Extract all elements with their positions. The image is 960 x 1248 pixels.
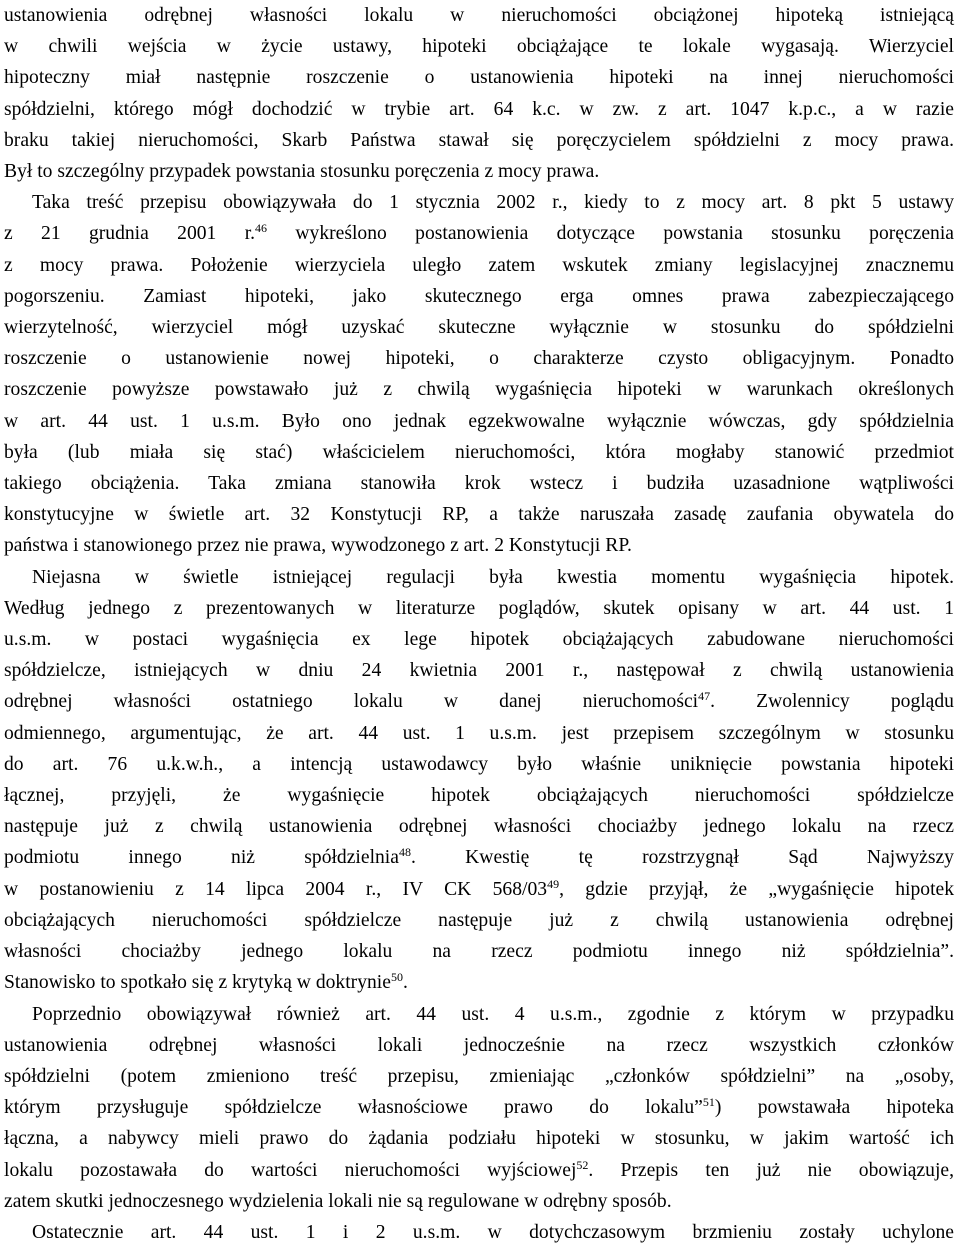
text-line: u.s.m. w postaci wygaśnięcia ex lege hipotek obciążających zabudowane nieruchomości	[4, 629, 954, 651]
text-line: łączna, a nabywcy mieli prawo do żądania podziału hipoteki w stosunku, w jakim wartość ich	[4, 1128, 954, 1150]
text-line: Niejasna w świetle istniejącej regulacji była kwestia momentu wygaśnięcia hipotek.	[32, 566, 954, 588]
text-line: Według jednego z prezentowanych w literaturze poglądów, skutek opisany w art. 44 ust. 1	[4, 597, 954, 619]
document-page	[4, 0, 954, 1248]
footnote-reference[interactable]: 50	[390, 970, 403, 985]
text-line: własności chociażby jednego lokalu na rzecz podmiotu innego niż spółdzielnia”.	[4, 941, 954, 963]
text-line: Poprzednio obowiązywał również art. 44 ust. 4 u.s.m., zgodnie z którym w przypadku	[32, 1003, 954, 1025]
text-line: hipoteczny miał następnie roszczenie o ustanowienia hipoteki na innej nieruchomości	[4, 67, 954, 89]
text-line: roszczenie powyższe powstawało już z chwilą wygaśnięcia hipoteki w warunkach określonych	[4, 379, 954, 401]
text-line: podmiotu innego niż spółdzielnia$^{48}$. Kwestię tę rozstrzygnął Sąd Najwyższy	[4, 845, 954, 869]
text-line: ustanowienia odrębnej własności lokali jednocześnie na rzecz wszystkich członków	[4, 1034, 954, 1056]
footnote-reference[interactable]: 47	[698, 689, 711, 704]
text-line: zatem skutki jednoczesnego wydzielenia lokali nie są regulowane w odrębny sposób.	[4, 1190, 672, 1212]
footnote-reference[interactable]: 52	[576, 1157, 589, 1172]
footnote-reference[interactable]: 49	[547, 876, 560, 891]
footnote-reference[interactable]: 51	[702, 1095, 715, 1110]
text-line: następuje już z chwilą ustanowienia odrębnej własności chociażby jednego lokalu na rzecz	[4, 816, 954, 838]
text-line: pogorszeniu. Zamiast hipoteki, jako skutecznego erga omnes prawa zabezpieczającego	[4, 285, 954, 307]
text-line: Był to szczególny przypadek powstania stosunku poręczenia z mocy prawa.	[4, 161, 600, 183]
text-line: była (lub miała się stać) właścicielem nieruchomości, która mogłaby stanowić przedmiot	[4, 441, 954, 463]
footnote-reference[interactable]: 46	[255, 221, 268, 236]
text-line: roszczenie o ustanowienie nowej hipoteki, o charakterze czysto obligacyjnym. Ponadto	[4, 348, 954, 370]
text-line: którym przysługuje spółdzielcze własnościowe prawo do lokalu”$^{51}$) powstawała hipoteka	[4, 1095, 954, 1119]
text-line: braku takiej nieruchomości, Skarb Państwa stawał się poręczycielem spółdzielni z mocy prawa.	[4, 129, 954, 151]
text-line: państwa i stanowionego przez nie prawa, wywodzonego z art. 2 Konstytucji RP.	[4, 535, 632, 557]
text-line: wierzytelność, wierzyciel mógł uzyskać skuteczne wyłącznie w stosunku do spółdzielni	[4, 317, 954, 339]
footnote-reference[interactable]: 48	[398, 845, 411, 860]
text-line: łącznej, przyjęli, że wygaśnięcie hipotek obciążających nieruchomości spółdzielcze	[4, 785, 954, 807]
text-line: spółdzielni, którego mógł dochodzić w trybie art. 64 k.c. w zw. z art. 1047 k.p.c., a w razie	[4, 98, 954, 120]
text-line: w art. 44 ust. 1 u.s.m. Było ono jednak egzekwowalne wyłącznie wówczas, gdy spółdzielnia	[4, 410, 954, 432]
text-line: konstytucyjne w świetle art. 32 Konstytucji RP, a także naruszała zasadę zaufania obywatela do	[4, 504, 954, 526]
text-line: odmiennego, argumentując, że art. 44 ust. 1 u.s.m. jest przepisem szczególnym w stosunku	[4, 722, 954, 744]
text-line: w postanowieniu z 14 lipca 2004 r., IV CK $568/03^{49}$, gdzie przyjął, że „wygaśnięcie hipotek	[4, 876, 955, 900]
text-line: Taka treść przepisu obowiązywała do 1 stycznia 2002 r., kiedy to z mocy art. 8 pkt 5 ustawy	[32, 192, 954, 214]
text-line: obciążających nieruchomości spółdzielcze następuje już z chwilą ustanowienia odrębnej	[4, 909, 954, 931]
text-line: w chwili wejścia w życie ustawy, hipoteki obciążające te lokale wygasają. Wierzyciel	[4, 36, 954, 58]
text-line: ustanowienia odrębnej własności lokalu w nieruchomości obciążonej hipoteką istniejącą	[4, 5, 954, 26]
paragraph	[4, 1217, 954, 1248]
text-line: spółdzielni (potem zmieniono treść przepisu, zmieniając „członków spółdzielni” na „osoby,	[4, 1065, 954, 1087]
paragraph	[4, 999, 954, 1217]
text-line: Ostatecznie art. 44 ust. 1 i 2 u.s.m. w dotychczasowym brzmieniu zostały uchylone	[32, 1221, 954, 1243]
text-line: lokalu pozostawała do wartości nieruchomości wyjściowej$^{52}$. Przepis ten już nie obowiązuje,	[4, 1157, 954, 1181]
text-line: z 21 grudnia 2001 r.$^{46}$ wykreślono postanowienia dotyczące powstania stosunku poręczenia	[4, 221, 954, 245]
text-line: z mocy prawa. Położenie wierzyciela uległo zatem wskutek zmiany legislacyjnej znacznemu	[4, 254, 954, 276]
text-line: do art. 76 u.k.w.h., a intencją ustawodawcy było właśnie uniknięcie powstania hipoteki	[4, 753, 954, 775]
text-line: odrębnej własności ostatniego lokalu w danej nieruchomości$^{47}$. Zwolennicy poglądu	[4, 689, 954, 713]
text-line: spółdzielcze, istniejących w dniu 24 kwietnia 2001 r., następował z chwilą ustanowienia	[4, 660, 954, 682]
text-line: takiego obciążenia. Taka zmiana stanowiła krok wstecz i budziła uzasadnione wątpliwości	[4, 473, 954, 495]
paragraph	[4, 562, 954, 999]
paragraph	[4, 0, 954, 187]
paragraph	[4, 187, 954, 561]
text-line: Stanowisko to spotkało się z krytyką w doktrynie$^{50}$.	[4, 970, 408, 994]
